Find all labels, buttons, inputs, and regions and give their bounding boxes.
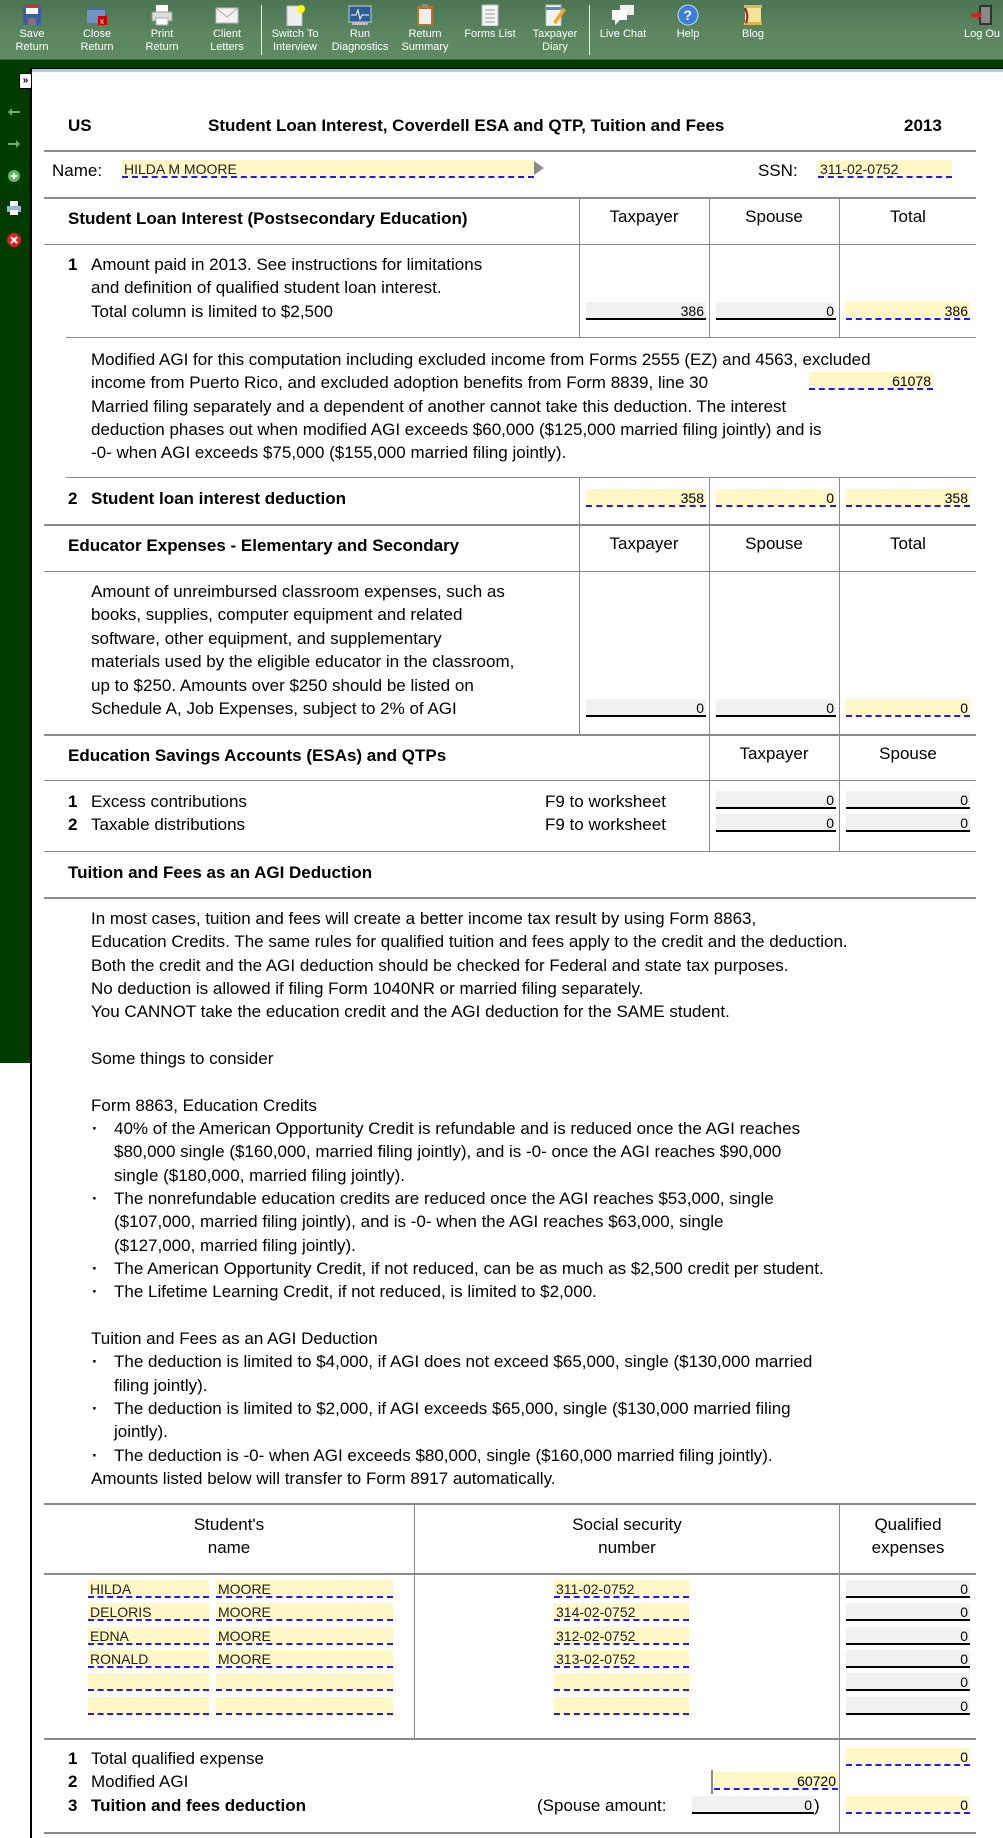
taxpayer-diary-button[interactable]: Taxpayer Diary: [523, 4, 587, 56]
educator-spouse-field[interactable]: 0: [716, 699, 836, 717]
spouse-amount-label: (Spouse amount:: [537, 1796, 667, 1815]
educator-text: up to $250. Amounts over $250 should be listed on: [91, 676, 474, 695]
divider: [44, 150, 976, 152]
bullet-continuation: $80,000 single ($160,000, married filing jointly), and is -0- once the AGI reaches $90,000: [114, 1142, 782, 1161]
student-ssn-field[interactable]: 312-02-0752: [554, 1627, 689, 1645]
bullet-item: · The Lifetime Learning Credit, if not reduced, is limited to $2,000.: [114, 1280, 597, 1303]
line2-spouse-field[interactable]: 0: [716, 489, 836, 507]
col-total: Total: [890, 534, 926, 553]
print-return-button[interactable]: Print Return: [130, 4, 194, 56]
jurisdiction-label: US: [68, 116, 92, 135]
line1-total-field[interactable]: 386: [846, 302, 970, 320]
student-last-name-field[interactable]: MOORE: [216, 1650, 393, 1668]
divider: [44, 851, 976, 852]
col-divider: [839, 197, 840, 337]
bullet-item: · 40% of the American Opportunity Credit is refundable and is reduced once the AGI reaches: [114, 1117, 800, 1140]
worksheet-hint[interactable]: F9 to worksheet: [545, 815, 666, 834]
tuition-intro: In most cases, tuition and fees will create a better income tax result by using Form 8863,: [91, 909, 757, 928]
line-number: 2: [68, 815, 78, 834]
col-divider: [709, 477, 710, 525]
student-expenses-field[interactable]: 0: [846, 1603, 970, 1621]
student-first-name-field[interactable]: HILDA: [88, 1580, 209, 1598]
divider: [44, 897, 976, 899]
forward-arrow-icon[interactable]: [6, 136, 22, 152]
consider-label: Some things to consider: [91, 1049, 274, 1068]
col-spouse: Spouse: [745, 207, 803, 226]
student-ssn-field[interactable]: 311-02-0752: [554, 1580, 689, 1598]
divider: [44, 1738, 976, 1740]
tuition-deduction-label: Tuition and fees deduction: [91, 1796, 307, 1815]
spouse-amount-close: ): [814, 1796, 820, 1815]
credits-heading: Form 8863, Education Credits: [91, 1096, 317, 1115]
esa-taxable-taxpayer-field[interactable]: 0: [716, 814, 836, 832]
magi-text: Modified AGI for this computation including excluded income from Forms 2555 (EZ) and 4563, excluded: [91, 350, 871, 369]
switch-to-interview-button[interactable]: Switch To Interview: [263, 4, 327, 56]
bullet-item: · The deduction is -0- when AGI exceeds $80,000, single ($160,000 married filing jointly).: [114, 1444, 773, 1467]
divider: [44, 197, 976, 199]
total-qualified-field[interactable]: 0: [846, 1748, 970, 1766]
line-number: 2: [68, 1772, 78, 1791]
bullet-item: · The deduction is limited to $2,000, if AGI exceeds $65,000, single ($130,000 married filing: [114, 1397, 791, 1420]
student-last-name-field[interactable]: [216, 1673, 393, 1691]
save-return-button[interactable]: Save Return: [0, 4, 64, 56]
student-ssn-field[interactable]: 313-02-0752: [554, 1650, 689, 1668]
magi-text: deduction phases out when modified AGI exceeds $60,000 ($125,000 married filing jointly) and is: [91, 420, 822, 439]
student-first-name-field[interactable]: [88, 1697, 209, 1715]
esa-excess-taxpayer-field[interactable]: 0: [716, 791, 836, 809]
col-taxpayer: Taxpayer: [609, 534, 679, 553]
divider: [44, 524, 976, 526]
tuition-intro: You CANNOT take the education credit and the AGI deduction for the SAME student.: [91, 1002, 730, 1021]
divider: [44, 1503, 976, 1505]
divider: [44, 571, 976, 572]
col-divider: [839, 524, 840, 734]
educator-text: Schedule A, Job Expenses, subject to 2% of AGI: [91, 699, 457, 718]
modified-agi-field[interactable]: 60720: [714, 1772, 838, 1790]
transfer-note: Amounts listed below will transfer to Form 8917 automatically.: [91, 1469, 556, 1488]
educator-text: materials used by the eligible educator in the classroom,: [91, 652, 515, 671]
return-summary-button[interactable]: Return Summary: [393, 4, 457, 56]
log-out-button[interactable]: Log Ou: [950, 4, 1003, 56]
bullet-item: · The deduction is limited to $4,000, if AGI does not exceed $65,000, single ($130,000 married: [114, 1350, 812, 1373]
bullet-continuation: ($107,000, married filing jointly), and is -0- when the AGI reaches $63,000, single: [114, 1212, 724, 1231]
bullet-continuation: ($127,000, married filing jointly).: [114, 1236, 356, 1255]
add-icon[interactable]: [6, 168, 22, 184]
col-divider: [839, 477, 840, 525]
col-spouse: Spouse: [879, 744, 937, 763]
line-number: 1: [68, 1749, 78, 1768]
student-expenses-field[interactable]: 0: [846, 1627, 970, 1645]
col-divider: [579, 197, 580, 337]
svg-text:x: x: [100, 17, 104, 26]
magi-field[interactable]: 61078: [809, 372, 933, 390]
col-total: Total: [890, 207, 926, 226]
student-expenses-field[interactable]: 0: [846, 1580, 970, 1598]
name-expand-arrow-icon[interactable]: [534, 161, 544, 180]
left-sidebar: [0, 68, 30, 1063]
divider: [66, 337, 976, 338]
bullet-continuation: filing jointly).: [114, 1376, 208, 1395]
close-return-button[interactable]: x Close Return: [65, 4, 129, 56]
spouse-amount-field[interactable]: 0: [692, 1796, 814, 1814]
divider: [44, 1573, 976, 1575]
tuition-intro: Both the credit and the AGI deduction should be checked for Federal and state tax purposes.: [91, 956, 789, 975]
sidebar-border: [30, 68, 32, 1838]
educator-text: software, other equipment, and supplementary: [91, 629, 442, 648]
line2-label: Student loan interest deduction: [91, 489, 347, 508]
name-label: Name:: [52, 161, 103, 180]
student-last-name-field[interactable]: MOORE: [216, 1627, 393, 1645]
col-taxpayer: Taxpayer: [609, 207, 679, 226]
tuition-deduction-field[interactable]: 0: [846, 1796, 970, 1814]
divider: [44, 780, 976, 781]
student-expenses-field[interactable]: 0: [846, 1673, 970, 1691]
magi-text: income from Puerto Rico, and excluded adoption benefits from Form 8839, line 30: [91, 373, 709, 392]
tuition-intro: No deduction is allowed if filing Form 1040NR or married filing separately.: [91, 979, 644, 998]
col-spouse: Spouse: [745, 534, 803, 553]
back-arrow-icon[interactable]: [6, 104, 22, 120]
divider: [44, 734, 976, 736]
esa-heading: Education Savings Accounts (ESAs) and QTPs: [68, 746, 447, 765]
student-first-name-field[interactable]: DELORIS: [88, 1603, 209, 1621]
close-icon[interactable]: [6, 232, 22, 248]
col-ssn: Social security number: [572, 1515, 682, 1558]
modified-agi-label: Modified AGI: [91, 1772, 189, 1791]
field-left-bar: [711, 1770, 713, 1794]
forms-list-button[interactable]: Forms List: [458, 4, 522, 56]
student-first-name-field[interactable]: EDNA: [88, 1627, 209, 1645]
print-icon[interactable]: [6, 200, 22, 216]
line2-taxpayer-field[interactable]: 358: [586, 489, 706, 507]
student-loan-heading: Student Loan Interest (Postsecondary Education): [68, 209, 468, 228]
educator-total-field[interactable]: 0: [846, 699, 970, 717]
magi-text: Married filing separately and a dependent of another cannot take this deduction. The interest: [91, 397, 787, 416]
line2-total-field[interactable]: 358: [846, 489, 970, 507]
col-qualified-expenses: Qualified expenses: [871, 1515, 945, 1558]
student-ssn-field[interactable]: 314-02-0752: [554, 1603, 689, 1621]
educator-taxpayer-field[interactable]: 0: [586, 699, 706, 717]
taxpayer-name-field[interactable]: HILDA M MOORE: [122, 160, 534, 178]
col-student-name: Student's name: [193, 1515, 265, 1558]
ssn-label: SSN:: [758, 161, 798, 180]
student-first-name-field[interactable]: [88, 1673, 209, 1691]
bullet-continuation: jointly).: [114, 1422, 168, 1441]
student-ssn-field[interactable]: [554, 1673, 689, 1691]
client-letters-button[interactable]: Client Letters: [195, 4, 259, 56]
student-last-name-field[interactable]: MOORE: [216, 1580, 393, 1598]
bullet-item: · The American Opportunity Credit, if not reduced, can be as much as $2,500 credit per student.: [114, 1257, 824, 1280]
tax-form: [44, 0, 976, 1838]
student-first-name-field[interactable]: RONALD: [88, 1650, 209, 1668]
student-last-name-field[interactable]: MOORE: [216, 1603, 393, 1621]
educator-text: Amount of unreimbursed classroom expenses, such as: [91, 582, 505, 601]
taxpayer-ssn-field[interactable]: 311-02-0752: [818, 160, 952, 178]
floppy-disk-icon: [20, 4, 44, 26]
col-divider: [709, 524, 710, 734]
tuition-intro: Education Credits. The same rules for qualified tuition and fees apply to the credit and the deduction.: [91, 932, 848, 951]
form-title: Student Loan Interest, Coverdell ESA and QTP, Tuition and Fees: [208, 116, 725, 135]
esa-row-label: Taxable distributions: [91, 815, 246, 834]
blog-button[interactable]: Blog: [721, 4, 785, 56]
divider: [44, 1832, 976, 1834]
col-taxpayer: Taxpayer: [739, 744, 809, 763]
live-chat-button[interactable]: Live Chat: [591, 4, 655, 56]
educator-heading: Educator Expenses - Elementary and Secondary: [68, 536, 460, 555]
worksheet-hint[interactable]: F9 to worksheet: [545, 792, 666, 811]
deduction-heading: Tuition and Fees as an AGI Deduction: [91, 1329, 378, 1348]
line1-taxpayer-field[interactable]: 386: [586, 302, 706, 320]
col-divider: [579, 524, 580, 734]
col-divider: [839, 780, 840, 852]
divider: [44, 244, 976, 245]
student-expenses-field[interactable]: 0: [846, 1650, 970, 1668]
esa-excess-spouse-field[interactable]: 0: [846, 791, 970, 809]
svg-text:?: ?: [683, 7, 693, 23]
esa-row-label: Excess contributions: [91, 792, 247, 811]
line-number: 1: [68, 792, 78, 811]
line1-text: Amount paid in 2013. See instructions for limitations: [91, 255, 483, 274]
line1-text: Total column is limited to $2,500: [91, 302, 333, 321]
line1-spouse-field[interactable]: 0: [716, 302, 836, 320]
educator-text: books, supplies, computer equipment and related: [91, 605, 463, 624]
line-number: 1: [68, 255, 78, 274]
line-number: 3: [68, 1796, 78, 1815]
bullet-continuation: single ($180,000, married filing jointly).: [114, 1166, 406, 1185]
magi-text: -0- when AGI exceeds $75,000 ($155,000 married filing jointly).: [91, 443, 567, 462]
run-diagnostics-button[interactable]: Run Diagnostics: [328, 4, 392, 56]
line-number: 2: [68, 489, 78, 508]
line1-text: and definition of qualified student loan interest.: [91, 278, 442, 297]
tax-year: 2013: [904, 116, 942, 135]
col-divider: [709, 197, 710, 337]
esa-taxable-spouse-field[interactable]: 0: [846, 814, 970, 832]
help-button[interactable]: ? Help: [656, 4, 720, 56]
student-ssn-field[interactable]: [554, 1697, 689, 1715]
expand-sidebar-button[interactable]: »: [19, 73, 32, 89]
bullet-item: · The nonrefundable education credits are reduced once the AGI reaches $53,000, single: [114, 1187, 774, 1210]
total-qualified-label: Total qualified expense: [91, 1749, 264, 1768]
tuition-heading: Tuition and Fees as an AGI Deduction: [68, 863, 373, 882]
col-divider: [579, 477, 580, 525]
student-last-name-field[interactable]: [216, 1697, 393, 1715]
student-expenses-field[interactable]: 0: [846, 1697, 970, 1715]
